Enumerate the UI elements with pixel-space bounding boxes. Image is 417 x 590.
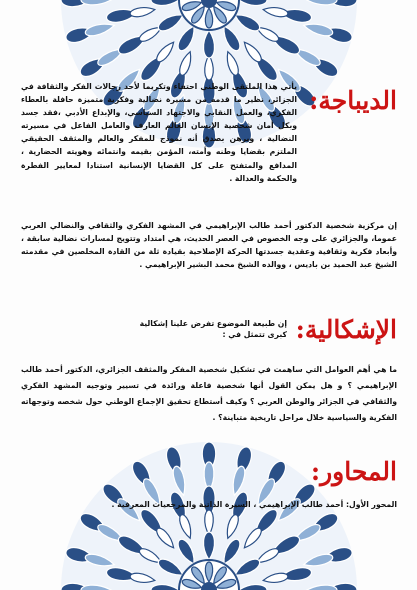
problem-heading: الإشكالية: (295, 315, 397, 344)
axes-paragraph-1-text: المحور الأول: أحمد طالب الإبراهيمي ، السيرة الذاتية والمرجعيات المعرفية . (111, 500, 397, 509)
intro-paragraph-1-text: يأتي هذا الملتقى الوطني احتفاء وتكريما لأحد رجالات الفكر والثقافة في الجزائر، نظير ما قدمه من مسيرة نضالية وفكرية متميزة حافلة بالعطاء الفكري، والعمل النقابي والاجتهاد السياسي، والإبداع الأدبي ،فقد جسد وبكل أمان شخصية الإنسان العالم العارف والعامل الفاعل في مسيرته النضالية ، ويرهن بصدق أنه نموذج للمفكر والعالم والمثقف الحقيقي الملتزم بقضايا وطنه وأمته، المؤمن بقيمه وانتمائه وهويته الحضارية ، المدافع والمتفتح على كل القضايا الإنسانية استنادا لمعايير الفطرة والحكمة والعدالة . (21, 82, 297, 183)
problem-paragraph-2 (21, 362, 397, 426)
intro-heading: الديباجة: (309, 86, 397, 115)
intro-paragraph-2 (21, 219, 397, 271)
problem-paragraph-1-text: إن طبيعة الموضوع تفرض علينا إشكالية كبرى تتمثل في : (139, 319, 287, 339)
axes-paragraph-1 (21, 498, 397, 511)
problem-paragraph-2-text: ما هي أهم العوامل التي ساهمت في تشكيل شخصية المفكر والمثقف الجزائري، الدكتور أحمد طالب الإبراهيمي ؟ و هل يمكن القول أنها شخصية فاعلة ورائدة في تسيير وتوجيه المشهد الفكري والثقافي في الجزائر والوطن العربي ؟ وكيف أستطاع تحقيق الإجماع الوطني حول شخصه وتوجهاته الفكرية والسياسية خلال مراحل تاريخية متباينة؟ . (21, 365, 397, 422)
intro-paragraph-2-text: إن مركزية شخصية الدكتور أحمد طالب الإبراهيمي في المشهد الفكري والثقافي والنضالي العربي عموما، والجزائري على وجه الخصوص في العصر الحديث، هي امتداد وتتويج لمسارات نضالية سابقة ، وأبعاد فكرية وثقافية وعقدية جسدتها الحركة الإصلاحية بقيادة ثلة من القادة المخلصين في مقدمته الشيخ عبد الحميد بن باديس ، ووالده الشيخ محمد البشير الإبراهيمي . (21, 221, 397, 270)
intro-paragraph-1 (21, 80, 397, 185)
problem-paragraph-1 (125, 318, 287, 340)
axes-heading: المحاور: (310, 457, 397, 486)
